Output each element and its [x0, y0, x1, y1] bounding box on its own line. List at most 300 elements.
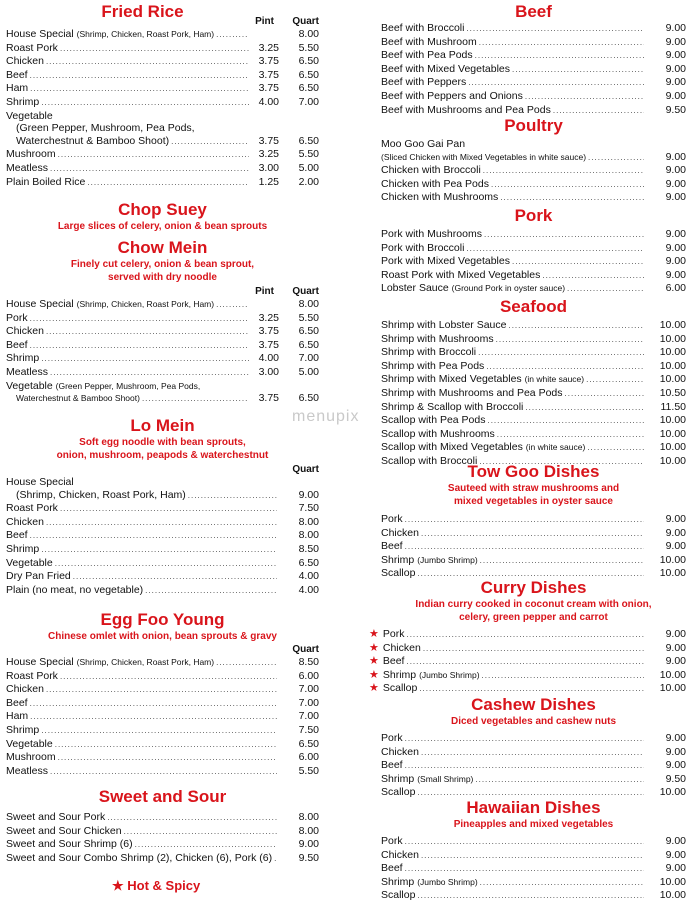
menu-item	[381, 373, 686, 387]
item-name	[381, 282, 565, 295]
dot-leader	[406, 629, 644, 642]
menu-item	[6, 751, 319, 765]
item-name-text: Shrimp	[6, 95, 40, 108]
item-price: 9.00	[665, 526, 686, 539]
dot-leader	[480, 877, 644, 890]
item-price: 10.00	[659, 373, 686, 386]
menu-item	[6, 69, 319, 83]
item-name-text: Sweet and Sour Pork	[6, 811, 106, 823]
quart-price: 5.50	[298, 311, 319, 324]
item-name-text: Shrimp	[6, 723, 40, 736]
quart-header: Quart	[292, 464, 319, 475]
quart-price: 6.50	[298, 134, 319, 147]
item-price: 9.00	[665, 89, 686, 102]
menu-item	[381, 835, 686, 849]
pint-price: 3.00	[258, 365, 279, 378]
item-price: 9.00	[665, 62, 686, 75]
dot-leader	[478, 347, 644, 360]
item-note: (Jumbo Shrimp)	[417, 876, 478, 887]
item-price: 10.00	[659, 454, 686, 467]
section-title: Beef	[515, 2, 552, 21]
item-name	[6, 380, 200, 393]
item-name	[6, 584, 143, 597]
menu-item	[6, 162, 319, 176]
dot-leader	[508, 320, 644, 333]
dot-leader	[479, 37, 644, 50]
item-name	[16, 489, 186, 502]
item-note: (in white sauce)	[524, 374, 585, 385]
item-name	[381, 554, 478, 567]
menu-item	[6, 135, 319, 149]
dot-leader	[484, 229, 644, 242]
item-name-text: Shrimp with Mixed Vegetables	[381, 373, 522, 386]
item-name-text: Pork	[381, 513, 403, 525]
item-name	[381, 835, 403, 848]
item-name-text: Vegetable	[6, 737, 53, 750]
item-name-text: Meatless	[6, 365, 49, 378]
item-price: 9.00	[665, 76, 686, 89]
item-price: 9.00	[665, 49, 686, 62]
item-price: 9.00	[665, 164, 686, 177]
item-name-text: Beef	[381, 862, 403, 875]
dot-leader	[274, 853, 277, 866]
dot-leader	[188, 490, 277, 503]
star-icon: ★	[369, 628, 379, 640]
menu-item	[381, 428, 686, 442]
item-name	[6, 28, 214, 41]
item-price: 9.00	[665, 745, 686, 758]
quart-price: 5.50	[298, 41, 319, 54]
quart-price: 6.00	[298, 669, 319, 682]
item-note: (Small Shrimp)	[417, 773, 474, 784]
item-name	[6, 710, 28, 723]
dot-leader	[588, 152, 644, 165]
item-price: 10.00	[659, 332, 686, 345]
menu-item	[369, 628, 686, 642]
item-name-text: Dry Pan Fried	[6, 570, 71, 583]
menu-item	[381, 862, 686, 876]
dot-leader	[46, 684, 277, 697]
item-name	[6, 751, 56, 764]
item-name-text: Beef with Mixed Vegetables	[381, 62, 510, 75]
dot-leader	[46, 326, 249, 339]
menu-item	[6, 366, 319, 380]
menu-item	[381, 178, 686, 192]
pint-price: 3.75	[258, 325, 279, 338]
item-price: 9.00	[665, 848, 686, 861]
section-description: celery, green pepper and carrot	[459, 612, 608, 623]
item-price: 9.50	[665, 772, 686, 785]
item-note: (in white sauce)	[525, 442, 586, 453]
item-name-text: Chicken	[382, 641, 421, 654]
dot-leader	[482, 670, 644, 683]
section-title: Curry Dishes	[480, 578, 587, 597]
section-title: Pork	[514, 206, 553, 225]
item-price: 9.00	[665, 22, 686, 34]
item-name-text: Mushroom	[6, 148, 56, 161]
section-title: Chow Mein	[117, 238, 208, 257]
quart-price: 7.00	[298, 696, 319, 709]
menu-item	[6, 683, 319, 697]
menu-item	[381, 76, 686, 90]
dot-leader	[567, 283, 644, 296]
menu-item	[6, 176, 319, 190]
dot-leader	[475, 50, 644, 63]
item-name	[381, 104, 551, 117]
menu-item	[381, 732, 686, 746]
section-title: Fried Rice	[101, 2, 184, 21]
menu-item	[6, 312, 319, 326]
item-name	[381, 22, 464, 35]
quart-price: 6.50	[298, 392, 319, 405]
dot-leader	[60, 503, 277, 516]
section-description: Diced vegetables and cashew nuts	[450, 716, 617, 727]
item-name-text: Chicken	[381, 526, 419, 539]
item-name-text: Moo Goo Gai Pan	[381, 138, 466, 150]
menu-item	[381, 540, 686, 554]
menu-item	[381, 269, 686, 283]
quart-price: 7.00	[298, 352, 319, 365]
section-beef	[381, 2, 686, 117]
item-name-text: House Special	[6, 656, 74, 668]
item-name-text: Shrimp with Broccoli	[381, 346, 477, 359]
item-name-text: House Special	[6, 476, 74, 488]
section-chop-suey	[6, 200, 319, 233]
legend-label: Hot & Spicy	[127, 878, 201, 893]
menu-item	[381, 333, 686, 347]
menu-item	[6, 476, 319, 489]
menu-item	[6, 543, 319, 557]
item-name-text: House Special	[6, 298, 74, 310]
quart-price: 6.50	[298, 68, 319, 81]
item-name	[381, 228, 482, 241]
item-price: 9.00	[665, 835, 686, 847]
quart-price: 9.00	[298, 488, 319, 501]
dot-leader	[421, 528, 644, 541]
item-name	[6, 765, 48, 778]
item-name-text: Plain Boiled Rice	[6, 175, 86, 188]
dot-leader	[135, 839, 277, 852]
dot-leader	[124, 826, 277, 839]
quart-price: 7.50	[298, 502, 319, 515]
dot-leader	[405, 514, 644, 527]
item-name	[381, 319, 506, 332]
menu-item	[6, 738, 319, 752]
dot-leader	[466, 23, 644, 36]
item-name-text: Pork with Mixed Vegetables	[381, 255, 510, 268]
item-price: 9.00	[665, 655, 686, 668]
menu-item	[6, 352, 319, 366]
quart-price: 4.00	[298, 583, 319, 596]
menu-item	[381, 151, 686, 165]
section-title: Cashew Dishes	[471, 695, 596, 714]
item-name	[381, 773, 473, 786]
item-note: Waterchestnut & Bamboo Shoot)	[16, 393, 140, 404]
dot-leader	[421, 850, 644, 863]
item-name	[381, 540, 403, 553]
dot-leader	[46, 517, 277, 530]
dot-leader	[50, 163, 249, 176]
section-description: Chinese omlet with onion, bean sprouts & gravy	[48, 631, 277, 642]
item-name	[381, 269, 540, 282]
menu-item	[381, 527, 686, 541]
section-description: served with dry noodle	[108, 272, 217, 283]
menu-item	[381, 746, 686, 760]
item-note: (Ground Pork in oyster sauce)	[451, 283, 566, 294]
item-name-text: Pork with Broccoli	[381, 241, 465, 254]
dot-leader	[30, 340, 249, 353]
item-name	[369, 682, 417, 695]
item-name	[381, 333, 494, 346]
menu-item	[381, 191, 686, 205]
menu-item	[381, 876, 686, 890]
item-name	[381, 151, 586, 164]
section-description: mixed vegetables in oyster sauce	[454, 496, 613, 507]
pint-price: 3.75	[258, 82, 279, 95]
item-name-text: Pork with Mushrooms	[381, 228, 482, 240]
star-icon: ★	[112, 878, 124, 893]
item-name-text: Beef with Mushrooms and Pea Pods	[381, 103, 551, 116]
item-name-text: Shrimp	[6, 352, 40, 365]
menu-item	[369, 682, 686, 696]
dot-leader	[41, 353, 249, 366]
section-fried-rice	[6, 2, 319, 189]
menu-item	[6, 670, 319, 684]
item-name	[6, 811, 105, 824]
menu-item	[381, 849, 686, 863]
dot-leader	[497, 429, 644, 442]
dot-leader	[475, 774, 644, 787]
item-name-text: Pork	[382, 628, 405, 640]
section-description: Soft egg noodle with bean sprouts,	[79, 437, 246, 448]
dot-leader	[468, 77, 644, 90]
dot-leader	[30, 711, 277, 724]
pint-header: Pint	[255, 16, 274, 27]
menu-item	[381, 138, 686, 151]
item-name	[381, 90, 523, 103]
section-title: Poultry	[504, 116, 563, 135]
item-name-text: Shrimp with Lobster Sauce	[381, 319, 507, 331]
quart-price: 7.00	[298, 95, 319, 108]
item-note: (Shrimp, Chicken, Roast Pork, Ham)	[76, 29, 215, 39]
item-name	[369, 628, 404, 641]
item-name-text: Vegetable	[6, 556, 53, 569]
item-name-text: Pork	[381, 835, 403, 847]
column-headers	[6, 644, 319, 656]
item-name-text: Scallop	[381, 786, 416, 799]
menu-item	[381, 319, 686, 333]
section-title: Tow Goo Dishes	[467, 462, 600, 481]
item-name-text: Roast Pork	[6, 502, 58, 515]
quart-price: 8.00	[298, 28, 319, 40]
item-name	[6, 502, 58, 515]
quart-price: 8.00	[298, 529, 319, 542]
item-price: 10.50	[659, 386, 686, 399]
item-name	[381, 428, 495, 441]
menu-item	[381, 63, 686, 77]
hot-spicy-legend	[112, 878, 200, 894]
pint-header: Pint	[255, 286, 274, 297]
menu-item	[381, 164, 686, 178]
dot-leader	[142, 393, 249, 406]
dot-leader	[30, 313, 249, 326]
menu-item	[6, 489, 319, 503]
item-name	[381, 876, 478, 889]
menu-item	[6, 724, 319, 738]
item-name-text: Shrimp with Pea Pods	[381, 359, 485, 372]
quart-header: Quart	[292, 16, 319, 27]
section-tow-goo	[381, 462, 686, 581]
item-name-text: Shrimp with Mushrooms	[381, 332, 494, 345]
section-description: Large slices of celery, onion & bean sprouts	[57, 221, 268, 232]
dot-leader	[55, 739, 277, 752]
item-price: 10.00	[659, 786, 686, 799]
pint-price: 3.25	[258, 148, 279, 161]
menu-item	[6, 380, 319, 393]
item-price: 9.00	[665, 641, 686, 654]
quart-price: 8.00	[298, 515, 319, 528]
pint-price: 3.75	[258, 392, 279, 405]
quart-price: 8.00	[298, 824, 319, 837]
menu-item	[6, 765, 319, 779]
dot-leader	[73, 571, 277, 584]
section-title: Seafood	[499, 297, 568, 316]
item-name-text: Beef	[6, 529, 28, 542]
item-name	[381, 360, 484, 373]
item-name-text: Scallop with Pea Pods	[381, 414, 486, 427]
star-icon: ★	[369, 641, 379, 654]
item-name-text: Roast Pork	[6, 41, 58, 54]
item-price: 9.00	[665, 241, 686, 254]
menu-item	[381, 228, 686, 242]
item-price: 10.00	[659, 682, 686, 695]
item-name	[381, 178, 489, 191]
pint-price: 3.00	[258, 161, 279, 174]
dot-leader	[216, 299, 249, 312]
item-name-text: Scallop	[381, 889, 416, 902]
dot-leader	[405, 836, 644, 849]
item-note: (Jumbo Shrimp)	[417, 554, 478, 565]
quart-price: 6.50	[298, 556, 319, 569]
menu-item	[6, 325, 319, 339]
menu-item	[6, 28, 319, 42]
quart-price: 2.00	[298, 175, 319, 188]
item-name	[6, 366, 48, 379]
item-name	[381, 889, 415, 902]
dot-leader	[41, 544, 277, 557]
dot-leader	[50, 766, 277, 779]
item-name-text: Beef with Broccoli	[381, 22, 465, 34]
dot-leader	[55, 558, 277, 571]
section-description: Finely cut celery, onion & bean sprout,	[70, 259, 255, 270]
section-description: Sauteed with straw mushrooms and	[447, 483, 620, 494]
dot-leader	[525, 91, 644, 104]
menu-item	[6, 584, 319, 598]
dot-leader	[41, 97, 249, 110]
dot-leader	[512, 64, 644, 77]
item-note: (Green Pepper, Mushroom, Pea Pods,	[55, 380, 201, 391]
item-name	[381, 63, 510, 76]
item-name	[6, 148, 56, 161]
dot-leader	[423, 643, 644, 656]
menu-item	[6, 697, 319, 711]
menu-item	[6, 811, 319, 825]
item-note: (Jumbo Shrimp)	[419, 669, 480, 680]
item-name	[6, 325, 44, 338]
quart-price: 6.50	[298, 325, 319, 338]
menu-item	[6, 852, 319, 866]
menu-item	[6, 42, 319, 56]
star-icon: ★	[369, 655, 379, 668]
item-name-text: Ham	[6, 710, 29, 723]
item-price: 10.00	[659, 889, 686, 902]
dot-leader	[496, 334, 644, 347]
item-price: 9.00	[665, 268, 686, 281]
dot-leader	[405, 760, 644, 773]
item-price: 10.00	[659, 553, 686, 566]
quart-price: 9.50	[298, 851, 319, 864]
dot-leader	[216, 29, 249, 42]
quart-price: 6.50	[298, 338, 319, 351]
item-price: 9.00	[665, 862, 686, 875]
item-name-text: House Special	[6, 28, 74, 40]
dot-leader	[500, 192, 644, 205]
section-hawaiian	[381, 798, 686, 903]
item-name	[6, 825, 122, 838]
item-name-text: Shrimp	[6, 542, 40, 555]
menu-item	[6, 838, 319, 852]
item-name-text: Pork	[381, 732, 403, 744]
menu-item	[381, 49, 686, 63]
pint-price: 3.75	[258, 55, 279, 68]
item-name	[381, 414, 485, 427]
item-name-text: Roast Pork with Mixed Vegetables	[381, 268, 541, 281]
item-name-text: Shrimp	[381, 553, 415, 566]
dot-leader	[171, 136, 249, 149]
item-name-text: Lobster Sauce	[381, 282, 449, 295]
item-note: (Sliced Chicken with Mixed Vegetables in white sauce)	[381, 151, 587, 162]
menu-item	[6, 656, 319, 670]
item-name-text: Chicken with Pea Pods	[381, 177, 489, 190]
item-note: (Shrimp, Chicken, Roast Pork, Ham)	[76, 657, 215, 667]
menu-item	[381, 759, 686, 773]
menu-item	[369, 669, 686, 683]
item-name	[6, 69, 28, 82]
item-price: 6.00	[665, 282, 686, 295]
menu-item	[6, 557, 319, 571]
dot-leader	[60, 671, 277, 684]
column-headers	[6, 16, 319, 28]
dot-leader	[405, 733, 644, 746]
item-name	[381, 76, 466, 89]
menu-item	[6, 339, 319, 353]
item-name-text: Sweet and Sour Shrimp (6)	[6, 838, 133, 851]
section-description: Pineapples and mixed vegetables	[453, 819, 614, 830]
section-curry	[369, 578, 686, 696]
section-title: Sweet and Sour	[98, 787, 227, 806]
quart-price: 7.00	[298, 683, 319, 696]
dot-leader	[30, 70, 249, 83]
dot-leader	[405, 863, 644, 876]
dot-leader	[41, 725, 277, 738]
item-name-text: Chicken	[6, 55, 44, 68]
item-price: 10.00	[659, 346, 686, 359]
item-name	[6, 557, 53, 570]
item-name	[381, 36, 477, 49]
section-chow-mein	[6, 238, 319, 406]
item-name-text: Shrimp	[382, 668, 417, 681]
item-name-text: Shrimp & Scallop with Broccoli	[381, 400, 524, 413]
